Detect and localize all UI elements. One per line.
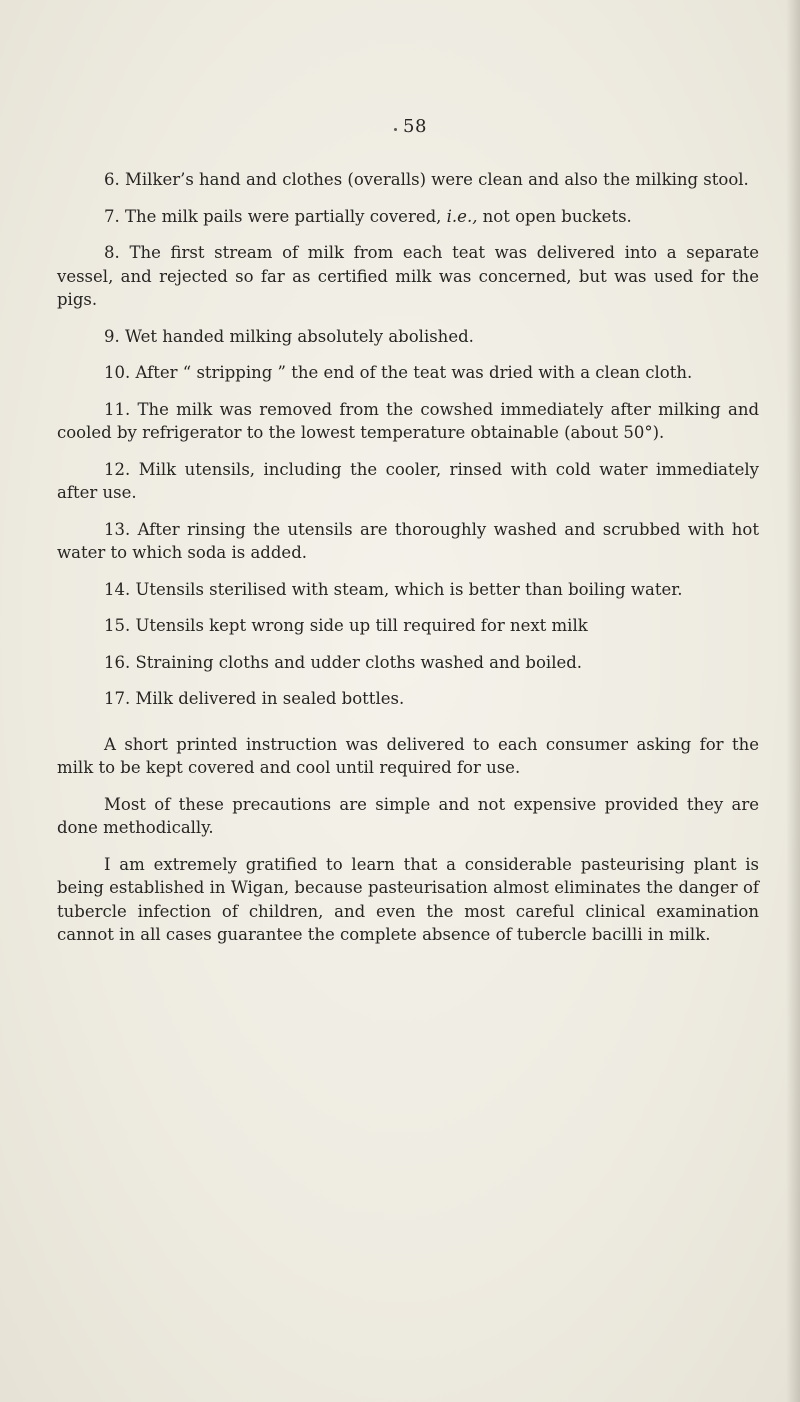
list-item: 12. Milk utensils, including the cooler, rinsed with cold water immediately after use. [57, 459, 759, 502]
list-item: 9. Wet handed milking absolutely abolished. [104, 326, 474, 346]
list-item: 15. Utensils kept wrong side up till required for next milk [104, 616, 588, 635]
list-item: 10. After “ stripping ” the end of the teat was dried with a clean cloth. [104, 363, 693, 382]
paragraph-precautions: Most of these precautions are simple and not expensive provided they are done methodically. [57, 794, 759, 837]
page-number: 58 [403, 116, 427, 137]
print-speck [394, 128, 397, 131]
list-item: 7. The milk pails were partially covered, i.e., not open buckets. [104, 206, 632, 226]
page-edge-shadow [786, 0, 800, 1402]
paragraph-consumer-instruction: A short printed instruction was delivered to each consumer asking for the milk to be kept covered and cool until required for use. [57, 734, 759, 777]
list-item: 17. Milk delivered in sealed bottles. [104, 689, 405, 708]
list-item: 13. After rinsing the utensils are thoroughly washed and scrubbed with hot water to which soda is added. [57, 519, 759, 562]
list-item: 8. The first stream of milk from each teat was delivered into a separate vessel, and rejected so far as certified milk was concerned, but was used for the pigs. [57, 243, 760, 309]
paragraph-pasteurising: I am extremely gratified to learn that a considerable pasteurising plant is being established in Wigan, because pasteurisation almost eliminates the danger of tubercle infection of children, and even the most careful clinical examination cannot in all cases guarantee the complete absence of tubercle bacilli in milk. [57, 854, 759, 944]
list-item: 6. Milker’s hand and clothes (overalls) were clean and also the milking stool. [104, 170, 749, 189]
list-item: 16. Straining cloths and udder cloths washed and boiled. [104, 652, 583, 672]
body-text [57, 168, 759, 960]
list-item: 14. Utensils sterilised with steam, which is better than boiling water. [104, 579, 683, 599]
list-item: 11. The milk was removed from the cowshed immediately after milking and cooled by refrigerator to the lowest temperature obtainable (about 50°). [57, 399, 760, 442]
